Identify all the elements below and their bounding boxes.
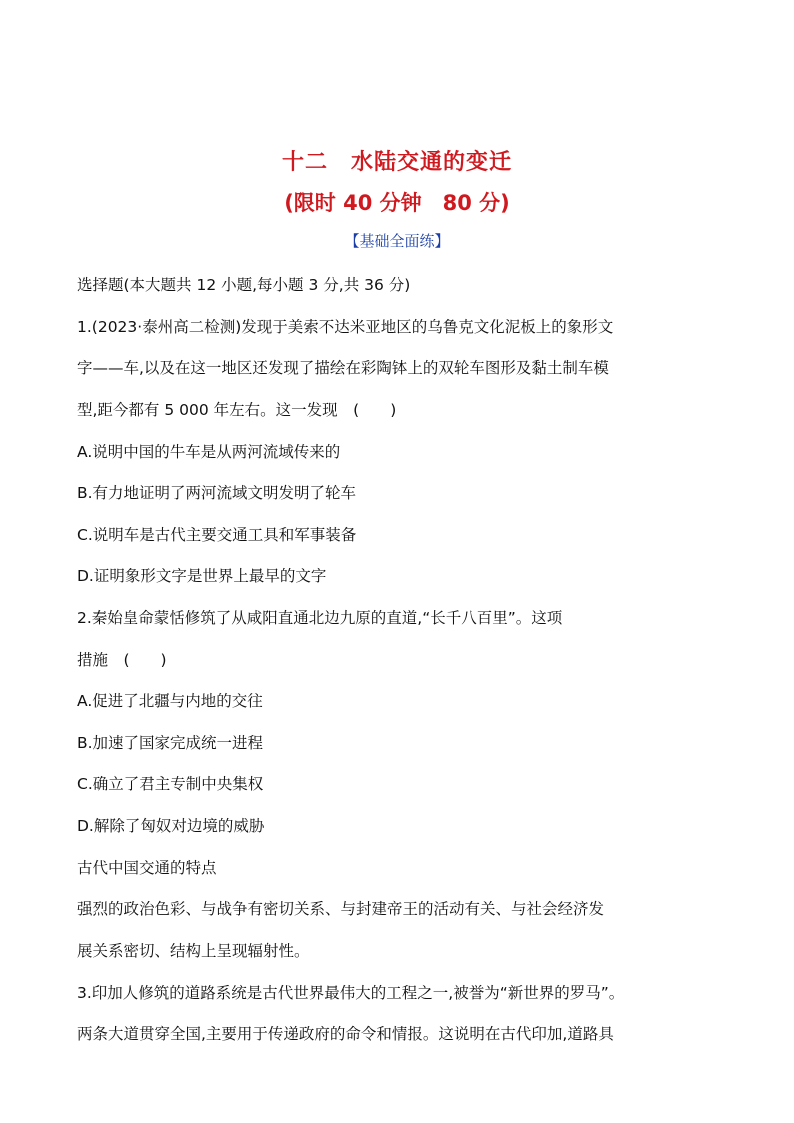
question-1-option-b: B.有力地证明了两河流域文明发明了轮车 xyxy=(77,484,357,502)
question-1-option-d: D.证明象形文字是世界上最早的文字 xyxy=(77,567,327,585)
question-2-option-c: C.确立了君主专制中央集权 xyxy=(77,775,264,793)
note-line-1: 强烈的政治色彩、与战争有密切关系、与封建帝王的活动有关、与社会经济发 xyxy=(77,900,605,918)
question-2-line-2: 措施 ( ) xyxy=(77,651,167,669)
question-1-line-1: 1.(2023·泰州高二检测)发现于美索不达米亚地区的乌鲁克文化泥板上的象形文 xyxy=(77,318,614,336)
question-2-option-a: A.促进了北疆与内地的交往 xyxy=(77,692,263,710)
question-3-line-1: 3.印加人修筑的道路系统是古代世界最伟大的工程之一,被誉为“新世界的罗马”。 xyxy=(77,984,625,1002)
question-1-line-3: 型,距今都有 5 000 年左右。这一发现 ( ) xyxy=(77,401,397,419)
question-1-option-a: A.说明中国的牛车是从两河流域传来的 xyxy=(77,443,341,461)
question-1-option-c: C.说明车是古代主要交通工具和军事装备 xyxy=(77,526,357,544)
intro-text: 选择题(本大题共 12 小题,每小题 3 分,共 36 分) xyxy=(77,276,411,294)
note-line-2: 展关系密切、结构上呈现辐射性。 xyxy=(77,942,310,960)
question-2-option-b: B.加速了国家完成统一进程 xyxy=(77,734,264,752)
section-label: 【基础全面练】 xyxy=(344,232,450,250)
page-title: 十二 水陆交通的变迁 xyxy=(281,150,512,175)
question-2-option-d: D.解除了匈奴对边境的威胁 xyxy=(77,817,265,835)
page-subtitle: (限时 40 分钟 80 分) xyxy=(284,191,510,215)
question-3-line-2: 两条大道贯穿全国,主要用于传递政府的命令和情报。这说明在古代印加,道路具 xyxy=(77,1025,614,1043)
note-heading: 古代中国交通的特点 xyxy=(77,859,217,877)
question-1-line-2: 字——车,以及在这一地区还发现了描绘在彩陶钵上的双轮车图形及黏土制车模 xyxy=(77,359,609,377)
question-2-line-1: 2.秦始皇命蒙恬修筑了从咸阳直通北边九原的直道,“长千八百里”。这项 xyxy=(77,609,563,627)
